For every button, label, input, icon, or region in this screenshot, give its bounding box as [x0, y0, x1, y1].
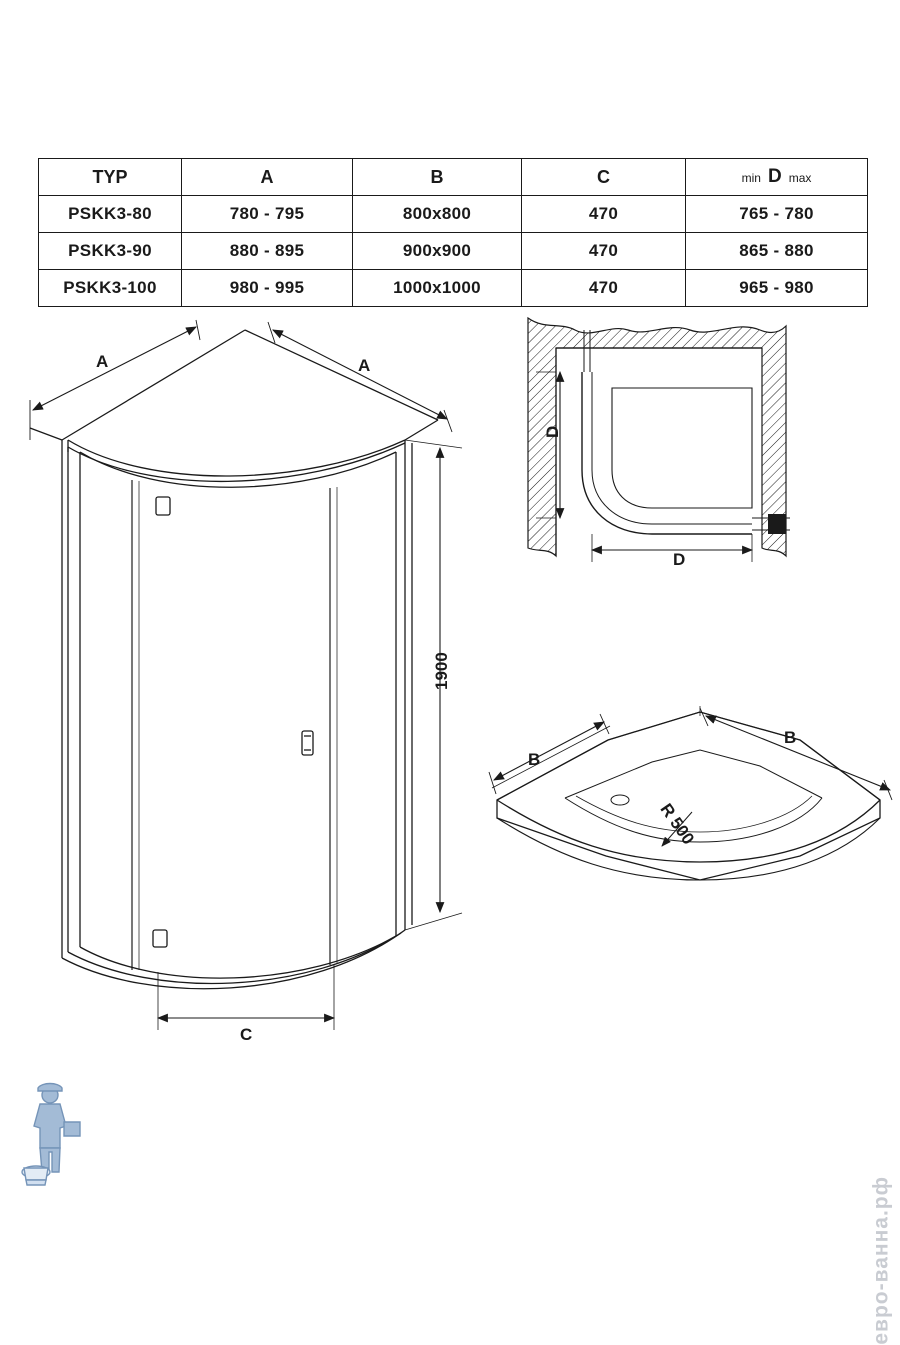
- cell-d: 865 - 880: [686, 233, 868, 270]
- label-d-horizontal: D: [673, 550, 686, 569]
- cell-typ: PSKK3-80: [39, 196, 182, 233]
- main-perspective-view: [30, 320, 462, 1030]
- roller-fitting-bottom: [153, 930, 167, 947]
- cell-d: 965 - 980: [686, 270, 868, 307]
- cell-a: 780 - 795: [182, 196, 353, 233]
- cell-a: 880 - 895: [182, 233, 353, 270]
- label-b-left: B: [528, 750, 541, 769]
- label-overall-height: 1900: [432, 652, 451, 690]
- label-a-right: A: [358, 356, 371, 375]
- column-header-typ: TYP: [39, 159, 182, 196]
- column-header-d-min: min: [741, 171, 761, 185]
- label-b-right: B: [784, 728, 797, 747]
- column-header-b: B: [353, 159, 522, 196]
- label-d-vertical: D: [543, 425, 562, 438]
- column-header-d-letter: D: [767, 166, 782, 187]
- column-header-d-max: max: [788, 171, 812, 185]
- cell-typ: PSKK3-90: [39, 233, 182, 270]
- cell-d: 765 - 780: [686, 196, 868, 233]
- cell-c: 470: [522, 270, 686, 307]
- cell-a: 980 - 995: [182, 270, 353, 307]
- cell-b: 900x900: [353, 233, 522, 270]
- roller-fitting-top: [156, 497, 170, 515]
- tray-perspective-view: [489, 706, 892, 880]
- door-handle-icon: [302, 731, 313, 755]
- label-c: C: [240, 1025, 253, 1044]
- column-header-c: C: [522, 159, 686, 196]
- cell-c: 470: [522, 196, 686, 233]
- plumber-logo-icon: [16, 1082, 88, 1186]
- column-header-a: A: [182, 159, 353, 196]
- cell-b: 800x800: [353, 196, 522, 233]
- cell-b: 1000x1000: [353, 270, 522, 307]
- watermark-text: евро-ванна.рф: [870, 1176, 893, 1345]
- plan-section-view: [528, 318, 790, 562]
- cell-c: 470: [522, 233, 686, 270]
- label-radius: R 500: [656, 800, 699, 849]
- label-a-left: A: [96, 352, 109, 371]
- cell-typ: PSKK3-100: [39, 270, 182, 307]
